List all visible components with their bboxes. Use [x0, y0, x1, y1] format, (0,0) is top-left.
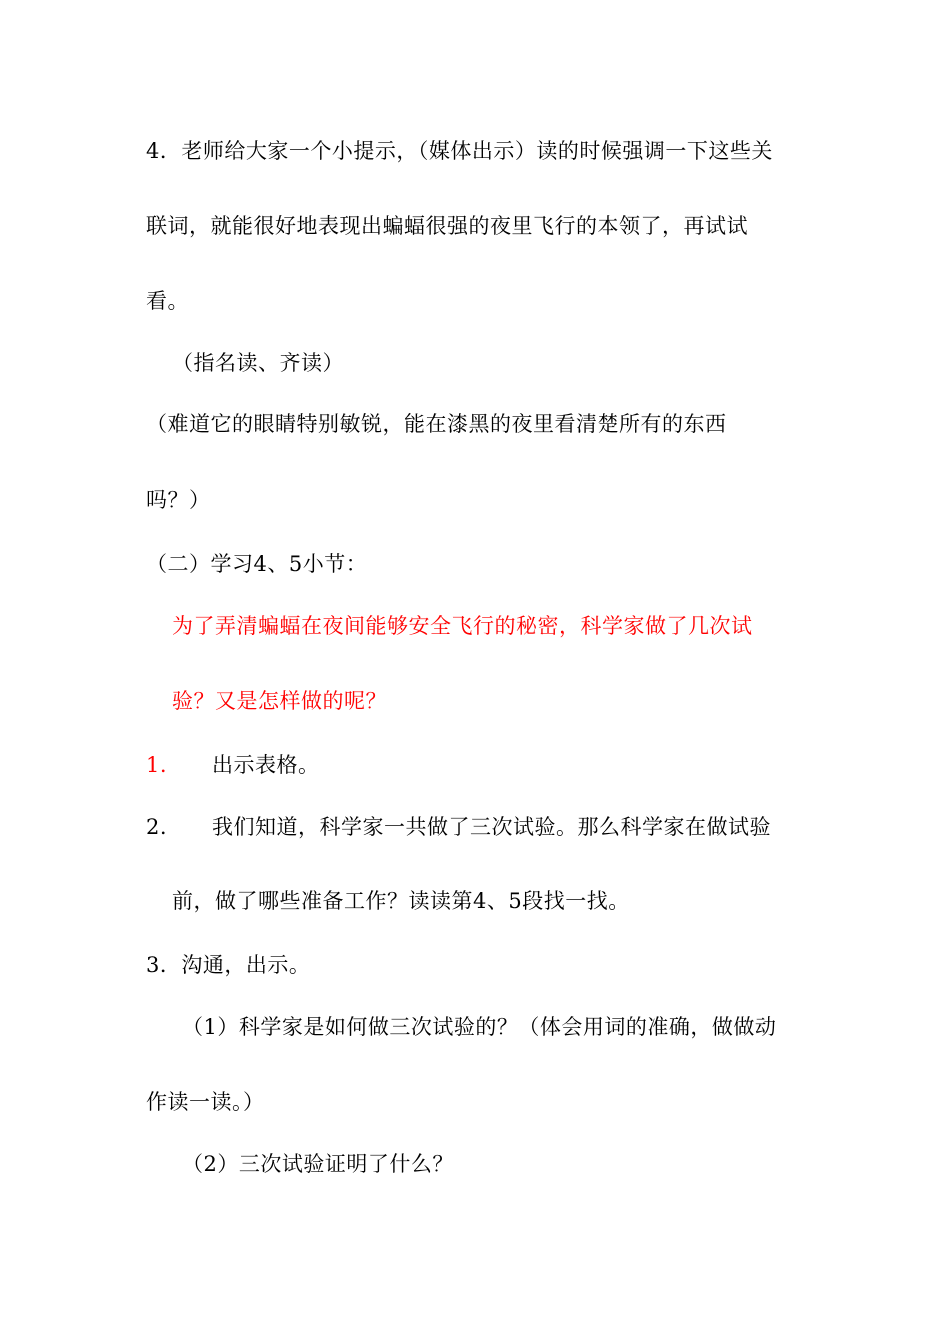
- paragraph-line-6: 吗？）: [146, 488, 211, 512]
- question-line-1: 为了弄清蝙蝠在夜间能够安全飞行的秘密，科学家做了几次试: [172, 614, 753, 638]
- list-item-3: 3．沟通，出示。: [146, 953, 311, 977]
- list-item-1: 出示表格。: [212, 753, 320, 777]
- sub-item-1-line-1: （1）科学家是如何做三次试验的？（体会用词的准确，做做动: [182, 1015, 777, 1039]
- paragraph-line-2: 联词，就能很好地表现出蝙蝠很强的夜里飞行的本领了，再试试: [146, 214, 748, 238]
- sub-item-2: （2）三次试验证明了什么？: [182, 1152, 454, 1176]
- paragraph-line-4: （指名读、齐读）: [172, 351, 344, 375]
- sub-item-1-line-2: 作读一读。）: [146, 1090, 265, 1114]
- list-number-1: 1.: [146, 753, 168, 777]
- list-item-2-line-2: 前，做了哪些准备工作？读读第4、5段找一找。: [172, 889, 630, 913]
- paragraph-line-3: 看。: [146, 289, 189, 313]
- paragraph-line-5: （难道它的眼睛特别敏锐，能在漆黑的夜里看清楚所有的东西: [146, 412, 727, 436]
- section-heading: （二）学习4、5小节：: [146, 552, 368, 576]
- paragraph-line-1: 4．老师给大家一个小提示，（媒体出示）读的时候强调一下这些关: [146, 139, 773, 163]
- list-number-2: 2.: [146, 815, 168, 839]
- question-line-2: 验？又是怎样做的呢？: [172, 689, 387, 713]
- list-item-2-line-1: 我们知道，科学家一共做了三次试验。那么科学家在做试验: [212, 815, 771, 839]
